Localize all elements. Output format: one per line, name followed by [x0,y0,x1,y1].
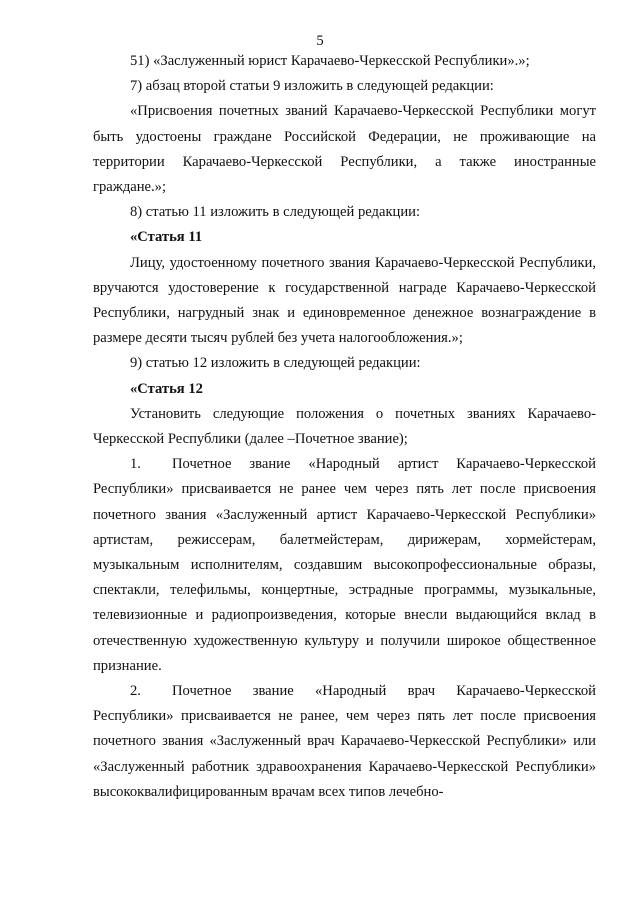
paragraph-article-12-intro: Установить следующие положения о почетных званиях Карачаево-Черкесской Республики (далее –Почетное звание); [93,405,596,448]
heading-article-12: «Статья 12 [130,380,203,397]
paragraph-quote-article-9: «Присвоения почетных званий Карачаево-Черкесской Республики могут быть удостоены граждане Российской Федерации, не проживающие на территории Карачаево-Черкесской Республики, а также иностранные граждане.»; [93,103,596,196]
item-number: 2. [130,683,141,700]
paragraph-article-11-text: Лицу, удостоенному почетного звания Карачаево-Черкесской Республики, вручаются удостоверение к государственной награде Карачаево-Черкесской Республики, нагрудный знак и единовременное денежное вознаграждение в размере десяти тысяч рублей без учета налогообложения.»; [93,254,596,347]
numbered-item-2 [93,679,596,805]
paragraph-amendment-9: 9) статью 12 изложить в следующей редакции: [130,355,421,372]
document-body [93,49,596,805]
paragraph-item-51: 51) «Заслуженный юрист Карачаево-Черкесской Республики».»; [130,53,530,69]
item-text: Почетное звание «Народный артист Карачаево-Черкесской Республики» присваивается не ранее чем через пять лет после присвоения почетного звания «Заслуженный артист Карачаево-Черкесской Республики» артистам, режиссерам, балетмейстерам, дирижерам, хормейстерам, музыкальным исполнителям, создавшим высокопрофессиональные образы, спектакли, телефильмы, концертные, эстрадные программы, музыкальные, телевизионные и радиопроизведения, которые внесли выдающийся вклад в отечественную художественную культуру и получили широкое общественное признание. [93,456,596,674]
paragraph-amendment-7: 7) абзац второй статьи 9 изложить в следующей редакции: [130,78,494,95]
item-number: 1. [130,456,141,473]
numbered-item-1 [93,452,596,679]
page-number: 5 [316,33,324,49]
paragraph-amendment-8: 8) статью 11 изложить в следующей редакции: [130,204,421,221]
heading-article-11: «Статья 11 [130,229,203,246]
item-text: Почетное звание «Народный врач Карачаево-Черкесской Республики» присваивается не ранее, чем через пять лет после присвоения почетного звания «Заслуженный врач Карачаево-Черкесской Республики» или «Заслуженный работник здравоохранения Карачаево-Черкесской Республики» высококвалифицированным врачам всех типов лечебно- [93,683,596,800]
